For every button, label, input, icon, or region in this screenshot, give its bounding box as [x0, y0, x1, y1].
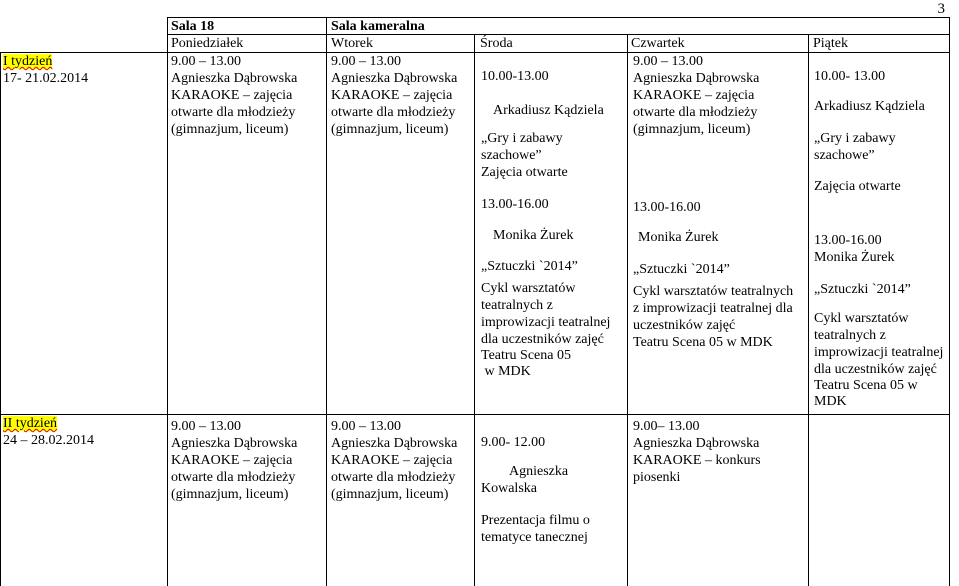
karaoke-time: 9.00 – 13.00: [331, 54, 401, 69]
karaoke-line1: KARAOKE – zajęcia: [633, 88, 755, 103]
contest-line2: piosenki: [633, 470, 681, 485]
karaoke-line2: otwarte dla młodzieży: [633, 105, 758, 120]
karaoke-line1: KARAOKE – zajęcia: [171, 453, 293, 468]
chess-person: Arkadiusz Kądziela: [493, 103, 604, 118]
chess-open: Zajęcia otwarte: [814, 179, 901, 194]
theatre-desc-0: Cykl warsztatów: [814, 311, 909, 326]
karaoke-line3: (gimnazjum, liceum): [171, 122, 289, 137]
contest-person: Agnieszka Dąbrowska: [633, 436, 760, 451]
theatre-title: „Sztuczki `2014”: [481, 259, 578, 274]
karaoke-line3: (gimnazjum, liceum): [633, 122, 751, 137]
karaoke-line3: (gimnazjum, liceum): [171, 487, 289, 502]
karaoke-person: Agnieszka Dąbrowska: [331, 436, 458, 451]
page-number: 3: [937, 1, 945, 17]
karaoke-person: Agnieszka Dąbrowska: [171, 71, 298, 86]
col-border-0: [0, 52, 1, 586]
film-time: 9.00- 12.00: [481, 435, 546, 450]
chess-title1: „Gry i zabawy: [481, 131, 563, 146]
col-border-6: [949, 17, 950, 586]
theatre-desc-2: improwizacji teatralnej: [481, 315, 611, 330]
chess-time: 10.00-13.00: [481, 69, 549, 84]
karaoke-line2: otwarte dla młodzieży: [331, 470, 456, 485]
theatre-desc-4: Teatru Scena 05: [481, 348, 571, 363]
karaoke-line3: (gimnazjum, liceum): [331, 122, 449, 137]
day-monday: Poniedziałek: [171, 36, 244, 51]
karaoke-time: 9.00 – 13.00: [171, 54, 241, 69]
chess-time: 10.00- 13.00: [814, 69, 886, 84]
day-tuesday: Wtorek: [331, 36, 373, 51]
karaoke-time: 9.00 – 13.00: [171, 419, 241, 434]
week1-label: I tydzień: [3, 54, 53, 69]
theatre-title: „Sztuczki `2014”: [814, 282, 911, 297]
theatre-desc-3: dla uczestników zajęć: [481, 332, 604, 347]
col-border-5: [808, 34, 809, 586]
karaoke-time: 9.00 – 13.00: [633, 54, 703, 69]
theatre-desc-3: Teatru Scena 05 w MDK: [633, 335, 773, 350]
theatre-desc-1: z improwizacji teatralnej dla: [633, 301, 793, 316]
chess-open: Zajęcia otwarte: [481, 165, 568, 180]
contest-line1: KARAOKE – konkurs: [633, 453, 761, 468]
week2-label: II tydzień: [3, 416, 58, 431]
karaoke-person: Agnieszka Dąbrowska: [331, 71, 458, 86]
film-desc2: tematyce tanecznej: [481, 530, 588, 545]
day-wednesday: Środa: [480, 36, 513, 51]
film-person1: Agnieszka: [509, 464, 569, 479]
film-desc1: Prezentacja filmu o: [481, 513, 590, 528]
week2-dates: 24 – 28.02.2014: [3, 433, 94, 448]
theatre-time: 13.00-16.00: [814, 233, 882, 248]
chess-person: Arkadiusz Kądziela: [814, 99, 925, 114]
theatre-desc-4: Teatru Scena 05 w: [814, 378, 918, 393]
theatre-title: „Sztuczki `2014”: [633, 262, 730, 277]
day-thursday: Czwartek: [631, 36, 685, 51]
day-friday: Piątek: [813, 36, 848, 51]
chess-title2: szachowe”: [814, 148, 875, 163]
theatre-person: Monika Żurek: [814, 250, 895, 265]
theatre-desc-3: dla uczestników zajęć: [814, 362, 937, 377]
theatre-desc-5: MDK: [814, 394, 847, 409]
karaoke-person: Agnieszka Dąbrowska: [171, 436, 298, 451]
contest-time: 9.00– 13.00: [633, 419, 700, 434]
table-top-border: [167, 17, 949, 18]
col-border-4: [627, 34, 628, 586]
film-person2: Kowalska: [481, 481, 537, 496]
theatre-time: 13.00-16.00: [481, 197, 549, 212]
theatre-person: Monika Żurek: [493, 228, 574, 243]
karaoke-line1: KARAOKE – zajęcia: [331, 453, 453, 468]
chess-title2: szachowe”: [481, 148, 542, 163]
theatre-desc-1: teatralnych z: [814, 328, 886, 343]
theatre-desc-1: teatralnych z: [481, 298, 553, 313]
theatre-desc-2: uczestników zajęć: [633, 318, 736, 333]
karaoke-line2: otwarte dla młodzieży: [171, 105, 296, 120]
theatre-desc-5: w MDK: [481, 364, 531, 379]
chess-title1: „Gry i zabawy: [814, 131, 896, 146]
col-border-3: [474, 34, 475, 586]
karaoke-time: 9.00 – 13.00: [331, 419, 401, 434]
room-sala-18: Sala 18: [171, 19, 215, 34]
karaoke-line2: otwarte dla młodzieży: [331, 105, 456, 120]
theatre-desc-2: improwizacji teatralnej: [814, 345, 944, 360]
karaoke-line1: KARAOKE – zajęcia: [331, 88, 453, 103]
theatre-time: 13.00-16.00: [633, 200, 701, 215]
col-border-2: [326, 17, 327, 586]
karaoke-line3: (gimnazjum, liceum): [331, 487, 449, 502]
theatre-person: Monika Żurek: [638, 230, 719, 245]
karaoke-line1: KARAOKE – zajęcia: [171, 88, 293, 103]
room-sala-kameralna: Sala kameralna: [331, 19, 425, 34]
theatre-desc-0: Cykl warsztatów teatralnych: [633, 284, 794, 299]
theatre-desc-0: Cykl warsztatów: [481, 281, 576, 296]
col-border-1: [167, 17, 168, 586]
karaoke-line2: otwarte dla młodzieży: [171, 470, 296, 485]
karaoke-person: Agnieszka Dąbrowska: [633, 71, 760, 86]
week1-dates: 17- 21.02.2014: [3, 71, 89, 86]
